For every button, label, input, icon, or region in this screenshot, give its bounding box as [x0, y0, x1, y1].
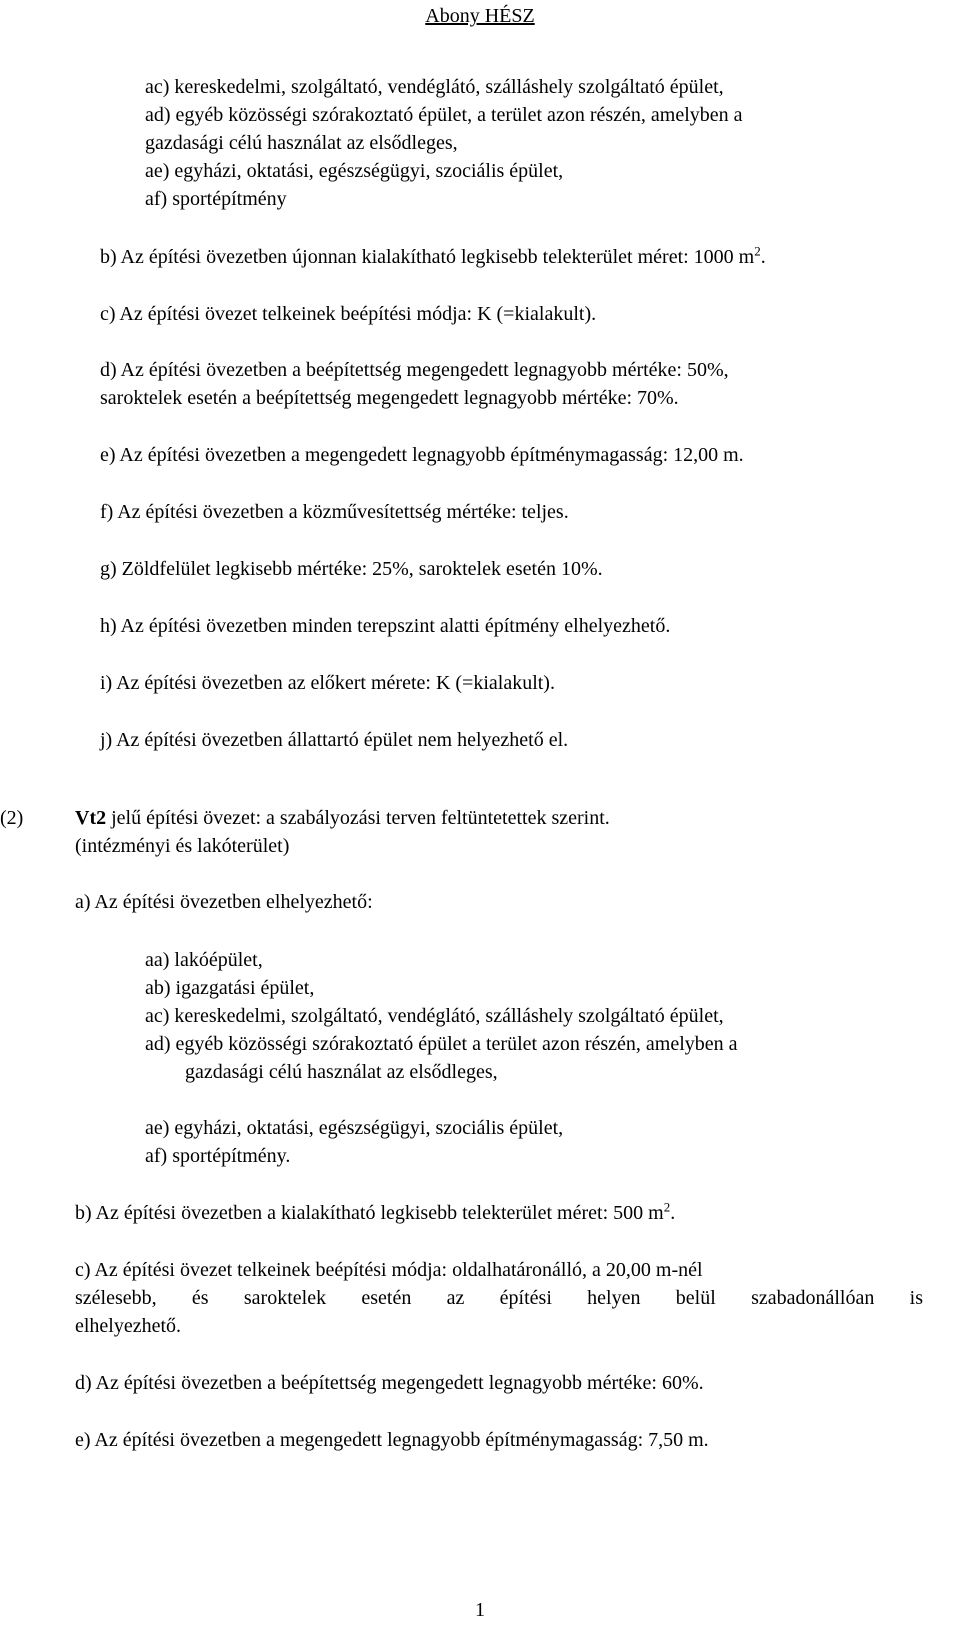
zone-code: Vt2 — [75, 807, 107, 829]
section-heading-text: jelű építési övezet: a szabályozási terven feltüntetettek szerint. — [106, 807, 610, 829]
section2-paragraph-a: a) Az építési övezetben elhelyezhető: — [75, 891, 373, 913]
s2-list-item-ac: ac) kereskedelmi, szolgáltató, vendéglátó, szálláshely szolgáltató épület, — [145, 1005, 724, 1027]
paragraph-b-sup: 2 — [754, 243, 761, 259]
paragraph-d-line2: saroktelek esetén a beépítettség megengedett legnagyobb mértéke: 70%. — [100, 387, 679, 409]
paragraph-i: i) Az építési övezetben az előkert mérete: K (=kialakult). — [100, 672, 555, 694]
paragraph-d-line1: d) Az építési övezetben a beépítettség megengedett legnagyobb mértéke: 50%, — [100, 359, 729, 381]
s2-list-item-ae: ae) egyházi, oktatási, egészségügyi, szociális épület, — [145, 1117, 564, 1139]
section-heading — [75, 806, 610, 830]
section2-paragraph-d: d) Az építési övezetben a beépítettség megengedett legnagyobb mértéke: 60%. — [75, 1372, 704, 1394]
section2-paragraph-c-line1: c) Az építési övezet telkeinek beépítési módja: oldalhatáronálló, a 20,00 m-nél — [75, 1259, 703, 1281]
paragraph-b-end: . — [760, 246, 766, 268]
paragraph-b — [100, 245, 766, 269]
s2-list-item-ad-cont: gazdasági célú használat az elsődleges, — [185, 1061, 498, 1083]
s2-list-item-ad: ad) egyéb közösségi szórakoztató épület a terület azon részén, amelyben a — [145, 1033, 738, 1055]
paragraph-g: g) Zöldfelület legkisebb mértéke: 25%, saroktelek esetén 10%. — [100, 558, 603, 580]
s2-list-item-af: af) sportépítmény. — [145, 1145, 291, 1167]
paragraph-f: f) Az építési övezetben a közművesítettség mértéke: teljes. — [100, 501, 569, 523]
s2-list-item-ab: ab) igazgatási épület, — [145, 977, 315, 999]
paragraph-c: c) Az építési övezet telkeinek beépítési módja: K (=kialakult). — [100, 303, 597, 325]
section2-paragraph-b — [75, 1201, 675, 1225]
paragraph-b-text: b) Az építési övezetben újonnan kialakítható legkisebb telekterület méret: 1000 m — [100, 246, 755, 268]
section-number: (2) — [0, 807, 24, 829]
s2-paragraph-b-sup: 2 — [663, 1199, 671, 1215]
section2-paragraph-e: e) Az építési övezetben a megengedett legnagyobb építménymagasság: 7,50 m. — [75, 1429, 709, 1451]
s2-paragraph-b-text: b) Az építési övezetben a kialakítható legkisebb telekterület méret: 500 m — [75, 1202, 664, 1224]
s2-paragraph-b-end: . — [670, 1202, 676, 1224]
section2-paragraph-c-line3: elhelyezhető. — [75, 1315, 182, 1337]
s2-list-item-aa: aa) lakóépület, — [145, 949, 263, 971]
page-number: 1 — [475, 1599, 485, 1621]
page-header-title: Abony HÉSZ — [425, 5, 535, 27]
list-item-ae: ae) egyházi, oktatási, egészségügyi, szociális épület, — [145, 160, 564, 182]
paragraph-e: e) Az építési övezetben a megengedett legnagyobb építménymagasság: 12,00 m. — [100, 444, 744, 466]
section-subheading: (intézményi és lakóterület) — [75, 835, 290, 857]
list-item-ad-cont: gazdasági célú használat az elsődleges, — [145, 132, 458, 154]
list-item-ad: ad) egyéb közösségi szórakoztató épület, a terület azon részén, amelyben a — [145, 104, 743, 126]
paragraph-h: h) Az építési övezetben minden terepszint alatti építmény elhelyezhető. — [100, 615, 671, 637]
paragraph-j: j) Az építési övezetben állattartó épület nem helyezhető el. — [100, 729, 569, 751]
section2-paragraph-c-line2: szélesebb, és saroktelek esetén az építési helyen belül szabadonállóan is — [75, 1287, 923, 1309]
list-item-af: af) sportépítmény — [145, 188, 287, 210]
list-item-ac: ac) kereskedelmi, szolgáltató, vendéglátó, szálláshely szolgáltató épület, — [145, 76, 724, 98]
